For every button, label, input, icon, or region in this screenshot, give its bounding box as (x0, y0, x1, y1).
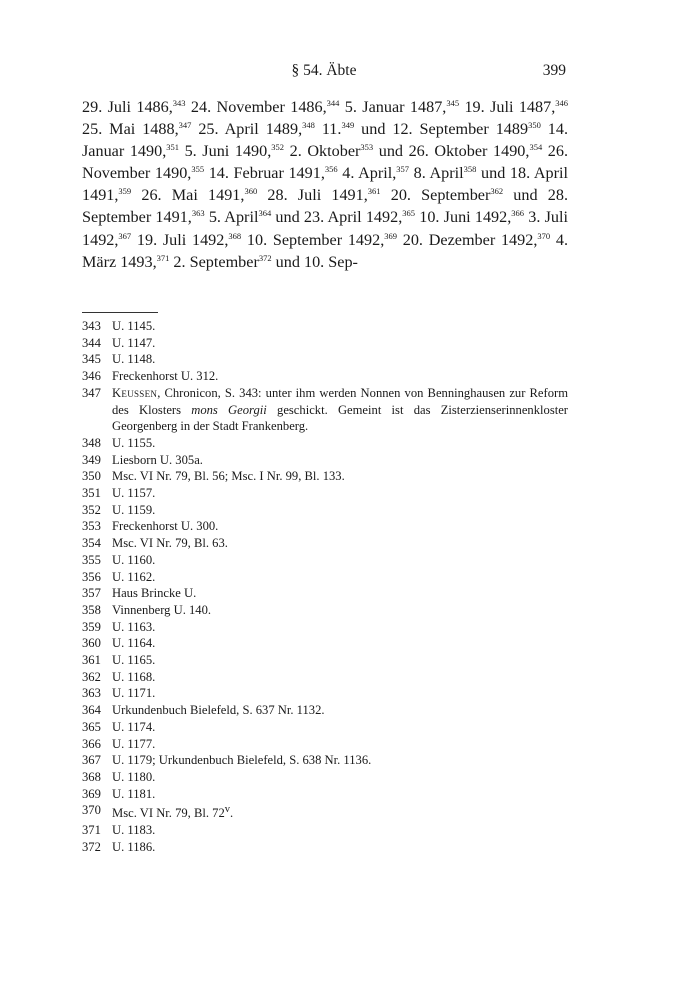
text-run: und 28. September 1491, (82, 186, 569, 227)
footnote-marker: 349 (341, 120, 355, 131)
text-run: und 26. Oktober 1490, (373, 142, 530, 161)
text-run: U. 1180. (112, 769, 156, 784)
footnote (82, 602, 568, 619)
footnote-number: 366 (82, 736, 101, 751)
footnote (82, 318, 568, 335)
footnote-marker: 359 (118, 186, 132, 197)
footnote-marker: 360 (244, 186, 258, 197)
footnote (82, 685, 568, 702)
footnote (82, 435, 568, 452)
footnote (82, 485, 568, 502)
text-run: U. 1171. (112, 686, 156, 701)
footnote-marker: 355 (191, 164, 205, 175)
text-run: Liesborn U. 305a. (112, 452, 203, 467)
footnote-marker: 364 (258, 208, 272, 219)
footnote-marker: 343 (172, 98, 186, 108)
footnote-number: 355 (82, 552, 101, 567)
footnote-number: 371 (82, 823, 101, 838)
footnote-marker: 358 (463, 164, 477, 175)
text-run: 20. Dezember 1492, (397, 230, 538, 249)
footnote (82, 368, 568, 385)
footnote-marker: 354 (529, 142, 543, 153)
footnote-number: 357 (82, 586, 101, 601)
footnote-number: 372 (82, 839, 101, 854)
footnote-number: 354 (82, 536, 101, 551)
text-run: 26. Mai 1491, (131, 186, 245, 205)
footnote-marker: 357 (396, 164, 410, 175)
footnote-number: 345 (82, 352, 101, 367)
footnote-marker: 368 (228, 230, 242, 241)
text-run: Urkundenbuch Bielefeld, S. 637 Nr. 1132. (112, 703, 325, 718)
author-name: Keussen (112, 385, 158, 400)
footnote-marker: v (224, 804, 231, 816)
text-run: 25. Mai 1488, (82, 120, 179, 139)
text-run: Vinnenberg U. 140. (112, 602, 212, 617)
text-run: und 23. April 1492, (271, 208, 403, 227)
text-run: U. 1159. (112, 502, 156, 517)
footnote (82, 518, 568, 535)
footnote-marker: 361 (367, 186, 381, 197)
footnote (82, 585, 568, 602)
footnote (82, 502, 568, 519)
text-run: 14. Februar 1491, (204, 164, 325, 183)
footnote-number: 343 (82, 319, 101, 333)
text-run: 20. September (380, 186, 491, 205)
footnote-number: 348 (82, 435, 101, 450)
footnote-marker: 366 (511, 208, 525, 219)
text-run: 4. März 1493, (82, 230, 568, 271)
text-run: U. 1181. (112, 786, 156, 801)
footnote-number: 349 (82, 452, 101, 467)
footnote (82, 769, 568, 786)
footnote-marker: 365 (402, 208, 416, 219)
footnote-number: 356 (82, 569, 101, 584)
text-run: Msc. VI Nr. 79, Bl. 72 (112, 806, 225, 821)
text-run: U. 1145. (112, 319, 156, 333)
text-run: 5. April (204, 208, 259, 227)
text-run: geschickt. Gemeint ist das Zisterzienserinnenkloster Georgenberg in der Stadt Frankenberg. (112, 402, 569, 434)
text-run: U. 1164. (112, 636, 156, 651)
footnote-separator (82, 312, 158, 313)
page-number: 399 (542, 62, 566, 79)
text-run: U. 1168. (112, 669, 156, 684)
footnote (82, 569, 568, 586)
footnote-marker: 363 (191, 208, 205, 219)
footnote-number: 344 (82, 335, 101, 350)
text-run: 10. September 1492, (241, 230, 385, 249)
text-run: 28. Juli 1491, (257, 186, 368, 205)
text-run: Msc. VI Nr. 79, Bl. 63. (112, 536, 228, 551)
footnote-number: 346 (82, 369, 101, 384)
footnote-marker: 367 (118, 230, 132, 241)
footnote-marker: 346 (555, 98, 569, 108)
body-paragraph (82, 96, 568, 273)
footnote (82, 786, 568, 803)
footnote (82, 736, 568, 753)
footnote (82, 802, 568, 822)
text-run: U. 1157. (112, 486, 156, 501)
text-run: U. 1179; Urkundenbuch Bielefeld, S. 638 Nr. 1136. (112, 753, 372, 768)
text-run: U. 1155. (112, 435, 156, 450)
text-run: 25. April 1489, (191, 120, 303, 139)
footnote-marker: 369 (384, 230, 398, 241)
footnote-marker: 372 (258, 252, 272, 263)
footnote-marker: 350 (528, 120, 541, 131)
text-run: 5. Juni 1490, (179, 142, 272, 161)
text-run: Freckenhorst U. 312. (112, 369, 219, 384)
footnote-number: 351 (82, 486, 101, 501)
running-title: § 54. Äbte (291, 62, 357, 79)
footnote-marker: 362 (490, 186, 504, 197)
footnote-number: 359 (82, 619, 101, 634)
text-run: U. 1183. (112, 823, 156, 838)
footnote-number: 361 (82, 653, 101, 668)
footnote (82, 719, 568, 736)
footnote (82, 385, 568, 435)
footnote-number: 363 (82, 686, 101, 701)
footnote (82, 702, 568, 719)
text-run: U. 1160. (112, 552, 156, 567)
footnote-marker: 344 (326, 98, 340, 108)
footnote-number: 362 (82, 669, 101, 684)
footnote-number: 347 (82, 385, 101, 400)
footnote-number: 358 (82, 602, 101, 617)
text-run: 5. Januar 1487, (339, 98, 447, 116)
text-run: U. 1147. (112, 335, 156, 350)
page-header (82, 62, 566, 84)
footnote-number: 365 (82, 719, 101, 734)
footnote (82, 822, 568, 839)
text-run: Msc. VI Nr. 79, Bl. 56; Msc. I Nr. 99, Bl. 133. (112, 469, 345, 484)
text-run: Freckenhorst U. 300. (112, 519, 219, 534)
text-run: U. 1148. (112, 352, 156, 367)
footnote-marker: 352 (271, 142, 285, 153)
text-run: 2. Oktober (284, 142, 361, 161)
text-run: und 18. April 1491, (82, 164, 568, 205)
footnote-marker: 356 (324, 164, 338, 175)
footnote-number: 368 (82, 769, 101, 784)
text-run: 4. April, (337, 164, 397, 183)
footnotes-list (82, 318, 568, 856)
text-run: 24. November 1486, (185, 98, 327, 116)
footnote (82, 839, 568, 856)
footnote (82, 335, 568, 352)
footnote (82, 468, 568, 485)
footnote-number: 360 (82, 636, 101, 651)
text-run: U. 1174. (112, 719, 156, 734)
footnote-number: 352 (82, 502, 101, 517)
footnote (82, 652, 568, 669)
text-run: U. 1165. (112, 653, 156, 668)
text-run: U. 1163. (112, 619, 156, 634)
text-run: 8. April (409, 164, 464, 183)
footnote (82, 669, 568, 686)
footnote-marker: 370 (537, 230, 551, 241)
text-run: 29. Juli 1486, (82, 98, 173, 116)
footnote-marker: 353 (360, 142, 374, 153)
text-run: 10. Juni 1492, (415, 208, 512, 227)
text-run: . (230, 806, 234, 821)
text-run: Haus Brincke U. (112, 586, 197, 601)
text-run: U. 1177. (112, 736, 156, 751)
footnote-marker: 371 (156, 252, 170, 263)
footnote (82, 552, 568, 569)
footnote (82, 635, 568, 652)
text-run: 11. (314, 120, 342, 139)
text-run: 19. Juli 1487, (459, 98, 556, 116)
text-run: und 12. September 1489 (354, 120, 529, 139)
footnote-number: 350 (82, 469, 101, 484)
text-run: 26. November 1490, (82, 142, 568, 183)
footnote (82, 535, 568, 552)
footnote-marker: 348 (302, 120, 315, 131)
footnote-number: 353 (82, 519, 101, 534)
footnote-marker: 347 (178, 120, 192, 131)
text-run: , Chronicon, S. 343: unter ihm werden Nonnen von Benninghausen zur Reform des Klosters (112, 385, 568, 417)
text-run: U. 1162. (112, 569, 156, 584)
text-run: 14. Januar 1490, (82, 120, 569, 161)
text-run: 2. September (169, 252, 259, 271)
footnote-marker: 345 (446, 98, 460, 108)
footnote (82, 619, 568, 636)
text-run: 3. Juli 1492, (82, 208, 568, 249)
text-run: U. 1186. (112, 839, 156, 854)
footnote (82, 452, 568, 469)
footnote-number: 370 (82, 803, 101, 818)
footnote-number: 364 (82, 703, 101, 718)
italic-text: mons Georgii (191, 402, 267, 417)
footnote (82, 752, 568, 769)
text-run: und 10. Sep- (271, 252, 358, 271)
text-run: 19. Juli 1492, (131, 230, 229, 249)
footnote-number: 367 (82, 753, 101, 768)
footnote-number: 369 (82, 786, 101, 801)
footnote-marker: 351 (166, 142, 179, 153)
footnote (82, 351, 568, 368)
